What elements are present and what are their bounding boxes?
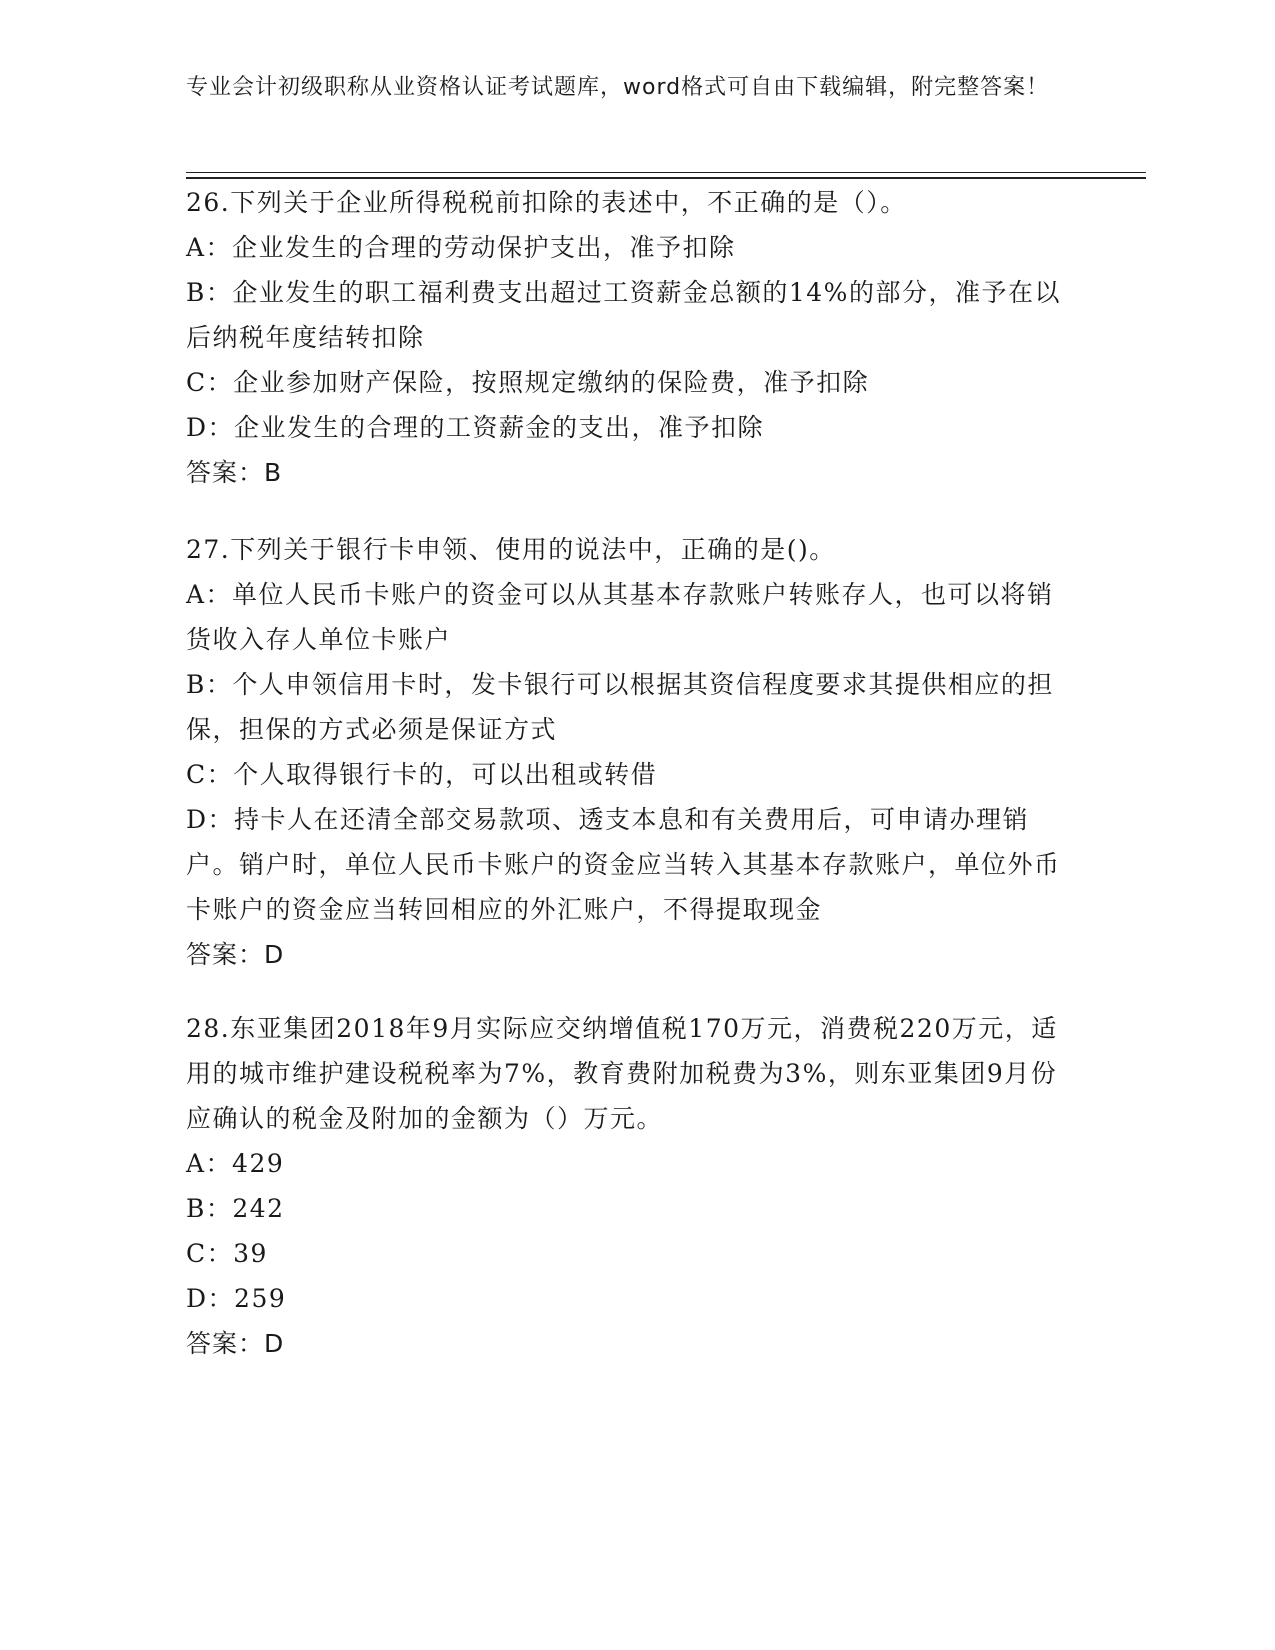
- question-27: [186, 527, 1066, 977]
- option-c: C：个人取得银行卡的，可以出租或转借: [186, 760, 658, 789]
- answer-label: 答案：B: [186, 458, 283, 487]
- option-d: D：持卡人在还清全部交易款项、透支本息和有关费用后，可申请办理销户。销户时，单位人民币卡账户的资金应当转入其基本存款账户，单位外币卡账户的资金应当转回相应的外汇账户，不得提取现金: [186, 805, 1061, 924]
- option-b: B：242: [186, 1194, 285, 1223]
- option-b: B：个人申领信用卡时，发卡银行可以根据其资信程度要求其提供相应的担保，担保的方式必须是保证方式: [186, 670, 1054, 744]
- question-stem: 28.东亚集团2018年9月实际应交纳增值税170万元，消费税220万元，适用的城市维护建设税税率为7%，教育费附加税费为3%，则东亚集团9月份应确认的税金及附加的金额为（）万元。: [186, 1014, 1058, 1133]
- header-divider-bottom: [186, 177, 1146, 179]
- option-c: C：39: [186, 1239, 268, 1268]
- question-28: [186, 1006, 1066, 1366]
- answer-label: 答案：D: [186, 1329, 285, 1358]
- option-d: D：企业发生的合理的工资薪金的支出，准予扣除: [186, 413, 765, 442]
- option-d: D：259: [186, 1284, 287, 1313]
- option-a: A：429: [186, 1149, 285, 1178]
- option-a: A：单位人民币卡账户的资金可以从其基本存款账户转账存人，也可以将销货收入存人单位卡账户: [186, 580, 1054, 654]
- document-header: 专业会计初级职称从业资格认证考试题库，word格式可自由下载编辑，附完整答案！: [186, 75, 1050, 100]
- question-stem: 26.下列关于企业所得税税前扣除的表述中，不正确的是（）。: [186, 188, 907, 217]
- question-26: [186, 180, 1066, 495]
- option-a: A：企业发生的合理的劳动保护支出，准予扣除: [186, 233, 736, 262]
- option-c: C：企业参加财产保险，按照规定缴纳的保险费，准予扣除: [186, 368, 870, 397]
- question-stem: 27.下列关于银行卡申领、使用的说法中，正确的是()。: [186, 535, 836, 564]
- option-b: B：企业发生的职工福利费支出超过工资薪金总额的14%的部分，准予在以后纳税年度结转扣除: [186, 278, 1061, 352]
- header-divider-top: [186, 172, 1146, 173]
- answer-label: 答案：D: [186, 940, 285, 969]
